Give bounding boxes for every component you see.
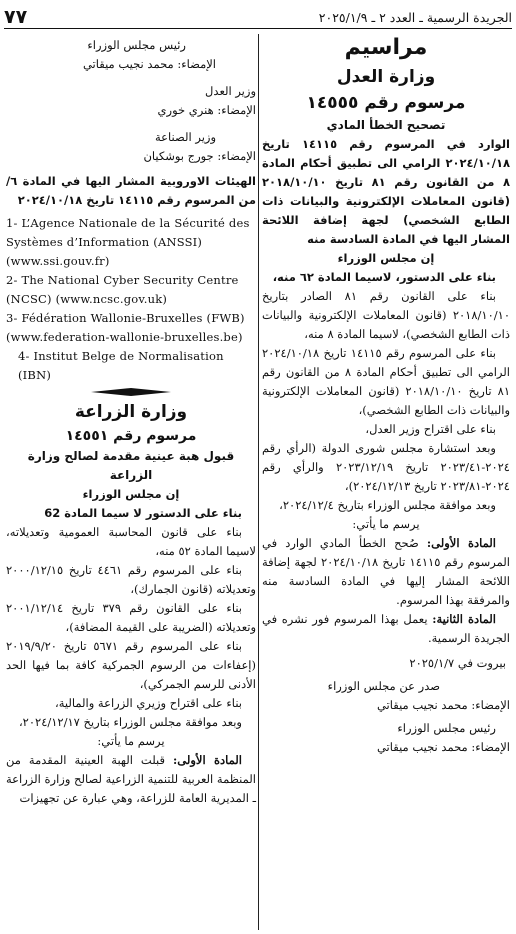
subject-body: الوارد في المرسوم رقم ١٤١١٥ تاريخ ٢٠٢٤/١٠/١٨ الرامي الى تطبيق أحكام المادة ٨ من القانون رقم ٨١ تاريخ ٢٠١٨/١٠/١٠ (قانون المعاملات الإلكترونية والبيانات ذات الطابع الشخصي) لجهة إضافة اللائحة المشار اليها في المادة السادسة منه: [262, 137, 511, 246]
body-item: 1- L’Agence Nationale de la Sécurité des Systèmes d’Information (ANSSI) (www.ssi.gouv.fr): [6, 216, 250, 268]
law-clause: بناء على القانون رقم ٨١ الصادر بتاريخ ٢٠١٨/١٠/١٠ (قانون المعاملات الإلكترونية والبيانات ذات الطابع الشخصي)، لاسيما المادة ٨ منه،: [262, 289, 510, 341]
pm-title: رئيس مجلس الوزراء: [87, 38, 186, 52]
signature-2: الإمضاء: محمد نجيب ميقاتي: [376, 740, 510, 754]
exemption-clause: بناء على المرسوم رقم ٥٦٧١ تاريخ ٢٠١٩/٩/٢٠ (إعفاءات من الرسوم الجمركية كافة بما فيها الحد الأدنى للرسم الجمركي)،: [6, 639, 256, 691]
council-line: إن مجلس الوزراء: [337, 251, 435, 265]
article-2-text: يعمل بهذا المرسوم فور نشره في الجريدة الرسمية.: [262, 612, 510, 645]
signature-1: الإمضاء: محمد نجيب ميقاتي: [376, 698, 510, 712]
page-number: ٧٧: [4, 6, 28, 28]
article-1: [6, 751, 256, 808]
decree-number: مرسوم رقم ١٤٥٥٥: [306, 93, 466, 113]
decree-subject: قبول هبة عينية مقدمة لصالح وزارة الزراعة: [27, 449, 235, 482]
decrees-line: يرسم ما يأتي:: [97, 734, 165, 748]
council-line: إن مجلس الوزراء: [82, 487, 180, 501]
article-1-label: المادة الأولى:: [173, 753, 242, 767]
article-1-text: صُحح الخطأ المادي الوارد في المرسوم رقم ١٤١١٥ تاريخ ٢٠٢٤/١٠/١٨ لجهة إضافة اللائحة المشار إليها في المادة السادسة منه والمرفقة بهذا المرسوم.: [262, 536, 510, 607]
article-1: [262, 534, 510, 610]
approval-clause: وبعد موافقة مجلس الوزراء بتاريخ ٢٠٢٤/١٢/١٧،: [18, 715, 242, 729]
approval-clause: وبعد موافقة مجلس الوزراء بتاريخ ٢٠٢٤/١٢/٤،: [279, 498, 496, 512]
body-item: 3- Fédération Wallonie-Bruxelles (FWB) (www.federation-wallonie-bruxelles.be): [6, 311, 245, 344]
justice-signature: الإمضاء: هنري خوري: [157, 103, 256, 117]
decree-number: مرسوم رقم ١٤٥٥١: [65, 428, 197, 444]
ministry-heading: وزارة الزراعة: [74, 402, 188, 422]
pm-signature: الإمضاء: محمد نجيب ميقاتي: [82, 57, 216, 71]
gazette-title: الجريدة الرسمية ـ العدد ٢ ـ ٢٠٢٥/١/٩: [318, 9, 512, 25]
decrees-line: يرسم ما يأتي:: [352, 517, 420, 531]
section-heading-decrees: مراسيم: [344, 35, 428, 60]
constitution-clause: بناء على الدستور، لاسيما المادة ٦٢ منه،: [272, 270, 496, 284]
decree-clause: بناء على المرسوم رقم ١٤١١٥ تاريخ ٢٠٢٤/١٠/١٨ الرامي الى تطبيق أحكام المادة ٨ من القانون رقم ٨١ تاريخ ٢٠١٨/١٠/١٠ (قانون المعاملات الإلكترونية والبيانات ذات الطابع الشخصي)،: [262, 346, 510, 417]
page-header: [4, 6, 512, 29]
industry-title: وزير الصناعة: [155, 130, 216, 144]
article-2-label: المادة الثانية:: [432, 612, 496, 626]
constitution-clause: بناء على الدستور لا سيما المادة 62: [44, 506, 242, 520]
separator-ornament: [6, 385, 256, 399]
place-date: بيروت في ٢٠٢٥/١/٧: [409, 656, 506, 670]
pm-title: رئيس مجلس الوزراء: [397, 721, 496, 735]
accounting-clause: بناء على قانون المحاسبة العمومية وتعديلاته، لاسيما المادة ٥٢ منه،: [6, 525, 256, 558]
article-1-label: المادة الأولى:: [426, 536, 497, 550]
body-item: 2- The National Cyber Security Centre (NCSC) (www.ncsc.gov.uk): [6, 273, 239, 306]
ministry-heading: وزارة العدل: [336, 67, 436, 87]
article-2: [262, 610, 510, 648]
bodies-title: الهيئات الاوروبية المشار اليها في المادة ٦/ من المرسوم رقم ١٤١١٥ تاريخ ٢٠٢٤/١٠/١٨: [6, 174, 256, 207]
justice-title: وزير العدل: [205, 84, 256, 98]
right-column: [262, 32, 510, 757]
customs-clause: بناء على المرسوم رقم ٤٤٦١ تاريخ ٢٠٠٠/١٢/١٥ وتعديلاته (قانون الجمارك)،: [6, 563, 256, 596]
proposal-clause: بناء على اقتراح وزير العدل،: [365, 422, 496, 436]
industry-signature: الإمضاء: جورج بوشكيان: [143, 149, 256, 163]
left-column: [6, 32, 256, 808]
column-divider: [258, 34, 259, 930]
decree-subject: تصحيح الخطأ المادي: [326, 118, 446, 132]
article-1-text: قبلت الهبة العينية المقدمة من المنظمة العربية للتنمية الزراعية لصالح وزارة الزراعة ـ المديرية العامة للزراعة، وهي عبارة عن تجهيزات: [6, 753, 256, 805]
vat-clause: بناء على القانون رقم ٣٧٩ تاريخ ٢٠٠١/١٢/١٤ وتعديلاته (الضريبة على القيمة المضافة)،: [6, 601, 256, 634]
body-item: 4- Institut Belge de Normalisation (IBN): [18, 349, 224, 382]
proposal-clause: بناء على اقتراح وزيري الزراعة والمالية،: [55, 696, 242, 710]
shura-clause: وبعد استشارة مجلس شورى الدولة (الرأي رقم ٢٠٢٤-٢٠٢٣/٤١ تاريخ ٢٠٢٣/١٢/١٩ والرأي رقم ٢٠٢٤-٢٠٢٣/٨١ تاريخ ٢٠٢٤/١٢/١٣)،: [262, 441, 510, 493]
issued-by: صدر عن مجلس الوزراء: [327, 679, 440, 693]
